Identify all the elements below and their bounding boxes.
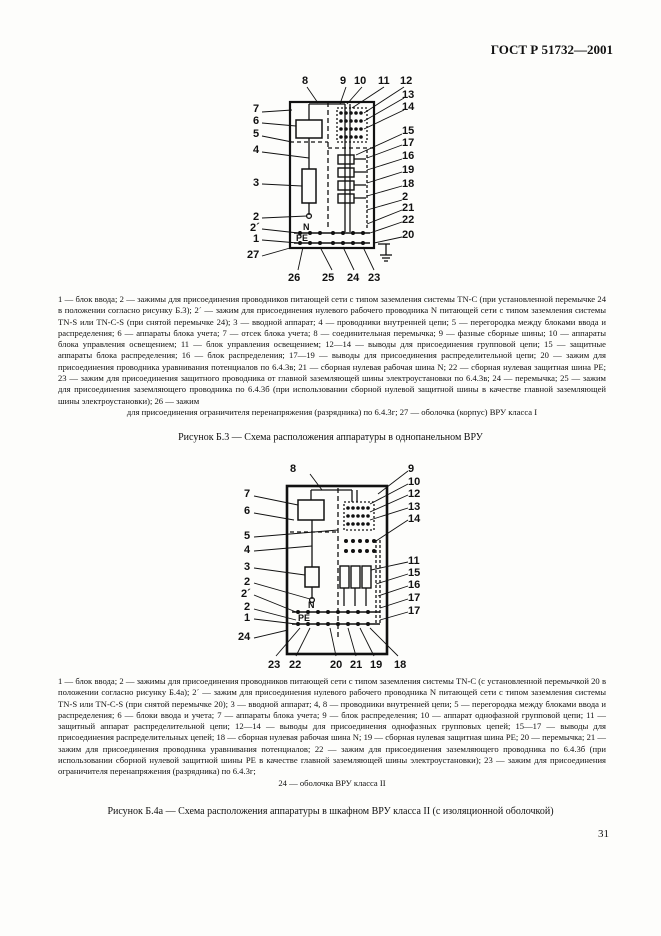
- label-14: 14: [402, 101, 415, 113]
- label-15: 15: [402, 125, 415, 137]
- label-3: 3: [244, 561, 251, 573]
- label-2: 2: [244, 576, 251, 588]
- label-8: 8: [290, 463, 297, 475]
- label-16: 16: [408, 579, 421, 591]
- bus-pe-label: PE: [298, 613, 311, 623]
- label-20: 20: [402, 229, 415, 241]
- label-22: 22: [289, 659, 302, 671]
- label-22: 22: [402, 214, 415, 226]
- page-number: 31: [598, 828, 609, 840]
- label-13: 13: [408, 501, 421, 513]
- label-24: 24: [347, 272, 360, 284]
- label-8: 8: [302, 75, 309, 87]
- figure-b4a-legend: [58, 676, 606, 789]
- label-27: 27: [247, 249, 260, 261]
- label-15: 15: [408, 567, 421, 579]
- label-17b: 17: [408, 605, 421, 617]
- label-6: 6: [253, 115, 260, 127]
- label-17: 17: [402, 137, 415, 149]
- label-9: 9: [408, 463, 415, 475]
- figure-b3-legend-text: 1 — блок ввода; 2 — зажимы для присоединения проводников питающей сети с типом заземления системы TN-C (при установленной перемычке 24 в положении согласно рисунку Б.3); 2´ — зажим для присоединения нулевого рабочего проводника N питающей сети с типом заземления системы TN-S или TN-C-S (при снятой перемычке 24); 3 — вводной аппарат; 4 — проводники внутренней цепи; 5 — перегородка между блоками ввода и распределения; 6 — аппараты блока учета; 7 — отсек блока учета; 8 — соединительная перемычка; 9 — фазные сборные шины; 10 — аппараты блока управления освещением; 11 — блок управления освещением; 12—14 — выводы для присоединения групповой цепи; 15 — защитные аппараты блока распределения; 16 — блок распределения; 17—19 — выводы для присоединения распределительной цепи; 20 — зажим для присоединения проводника уравнивания потенциалов по 6.4.3в; 21 — сборная нулевая рабочая шина N; 22 — сборная нулевая защитная шина PE; 23 — зажим для присоединения защитного проводника от главной заземляющей шины электроустановки по 6.4.3в; 24 — перемычка; 25 — зажим для присоединения заземляющего проводника по 6.4.3б (при использовании сборной нулевой защитной шины в качестве главной заземляющей шины электроустановки); 26 — зажим: [58, 294, 606, 406]
- label-23: 23: [368, 272, 381, 284]
- figure-b3-caption: Рисунок Б.3 — Схема расположения аппаратуры в однопанельном ВРУ: [178, 432, 483, 443]
- label-14: 14: [408, 513, 421, 525]
- label-12: 12: [400, 75, 413, 87]
- label-21: 21: [350, 659, 363, 671]
- label-9: 9: [340, 75, 347, 87]
- label-7: 7: [253, 103, 260, 115]
- label-11: 11: [408, 555, 420, 567]
- label-18: 18: [394, 659, 407, 671]
- label-11: 11: [378, 75, 390, 87]
- label-10: 10: [354, 75, 367, 87]
- bus-n-label: N: [303, 222, 310, 232]
- label-5: 5: [244, 530, 251, 542]
- label-1: 1: [244, 612, 251, 624]
- figure-b4a-legend-text: 1 — блок ввода; 2 — зажимы для присоединения проводников питающей сети с типом заземления системы TN-C (с установленной перемычкой 20 в положении согласно рисунку Б.4а); 2´ — зажим для присоединения нулевого рабочего проводника N питающей сети с типом заземления системы TN-S или TN-C-S (при снятой перемычке 20); 3 — вводной аппарат; 4, 8 — проводники внутренней цепи; 5 — перегородка между блоками ввода и распределения; 6 — блоки ввода и учета; 7 — аппараты блока учета; 9 — блок распределения; 10 — аппарат однофазной групповой цепи; 11 — защитный аппарат распределительной цепи; 12—14 — выводы для присоединения однофазных групповых цепей; 15—17 — выводы для присоединения распределительных цепей; 18 — сборная нулевая рабочая шина N; 19 — сборная нулевая защитная шина PE; 20 — перемычка; 21 — зажим для присоединения проводника уравнивания потенциалов; 22 — зажим для присоединения заземляющего проводника по 6.4.3б (при использовании сборной нулевой защитной шины PE в качестве главной заземляющей шины электроустановки); 23 — зажим для присоединения ограничителя перенапряжения (разрядника) по 6.4.3г;: [58, 676, 606, 777]
- standard-header: ГОСТ Р 51732—2001: [490, 42, 613, 57]
- figure-b4a-caption: Рисунок Б.4а — Схема расположения аппаратуры в шкафном ВРУ класса II (с изоляционной оболочкой): [107, 806, 554, 817]
- label-16: 16: [402, 150, 415, 162]
- label-23: 23: [268, 659, 281, 671]
- label-4: 4: [244, 544, 251, 556]
- label-17: 17: [408, 592, 421, 604]
- label-25: 25: [322, 272, 335, 284]
- label-12: 12: [408, 488, 421, 500]
- label-10: 10: [408, 476, 421, 488]
- figure-b3-legend-last: для присоединения ограничителя перенапряжения (разрядника) по 6.4.3г; 27 — оболочка (корпус) ВРУ класса I: [126, 406, 538, 417]
- label-5: 5: [253, 128, 260, 140]
- label-2-right: 2: [402, 191, 409, 203]
- label-4: 4: [253, 144, 260, 156]
- label-18: 18: [402, 178, 415, 190]
- label-21: 21: [402, 202, 415, 214]
- label-2-lower: 2: [244, 601, 251, 613]
- label-24: 24: [238, 631, 251, 643]
- label-19: 19: [402, 164, 415, 176]
- label-7: 7: [244, 488, 251, 500]
- label-19: 19: [370, 659, 383, 671]
- label-26: 26: [288, 272, 301, 284]
- label-2: 2: [253, 211, 260, 223]
- label-13: 13: [402, 89, 415, 101]
- bus-pe-label: PE: [296, 233, 309, 243]
- label-3: 3: [253, 177, 260, 189]
- label-20: 20: [330, 659, 343, 671]
- figure-b4a-legend-last: 24 — оболочка ВРУ класса II: [278, 777, 386, 788]
- label-6: 6: [244, 505, 251, 517]
- label-2-prime: 2´: [250, 222, 260, 234]
- label-2-prime: 2´: [241, 588, 251, 600]
- bus-n-label: N: [308, 600, 315, 610]
- label-1: 1: [253, 233, 260, 245]
